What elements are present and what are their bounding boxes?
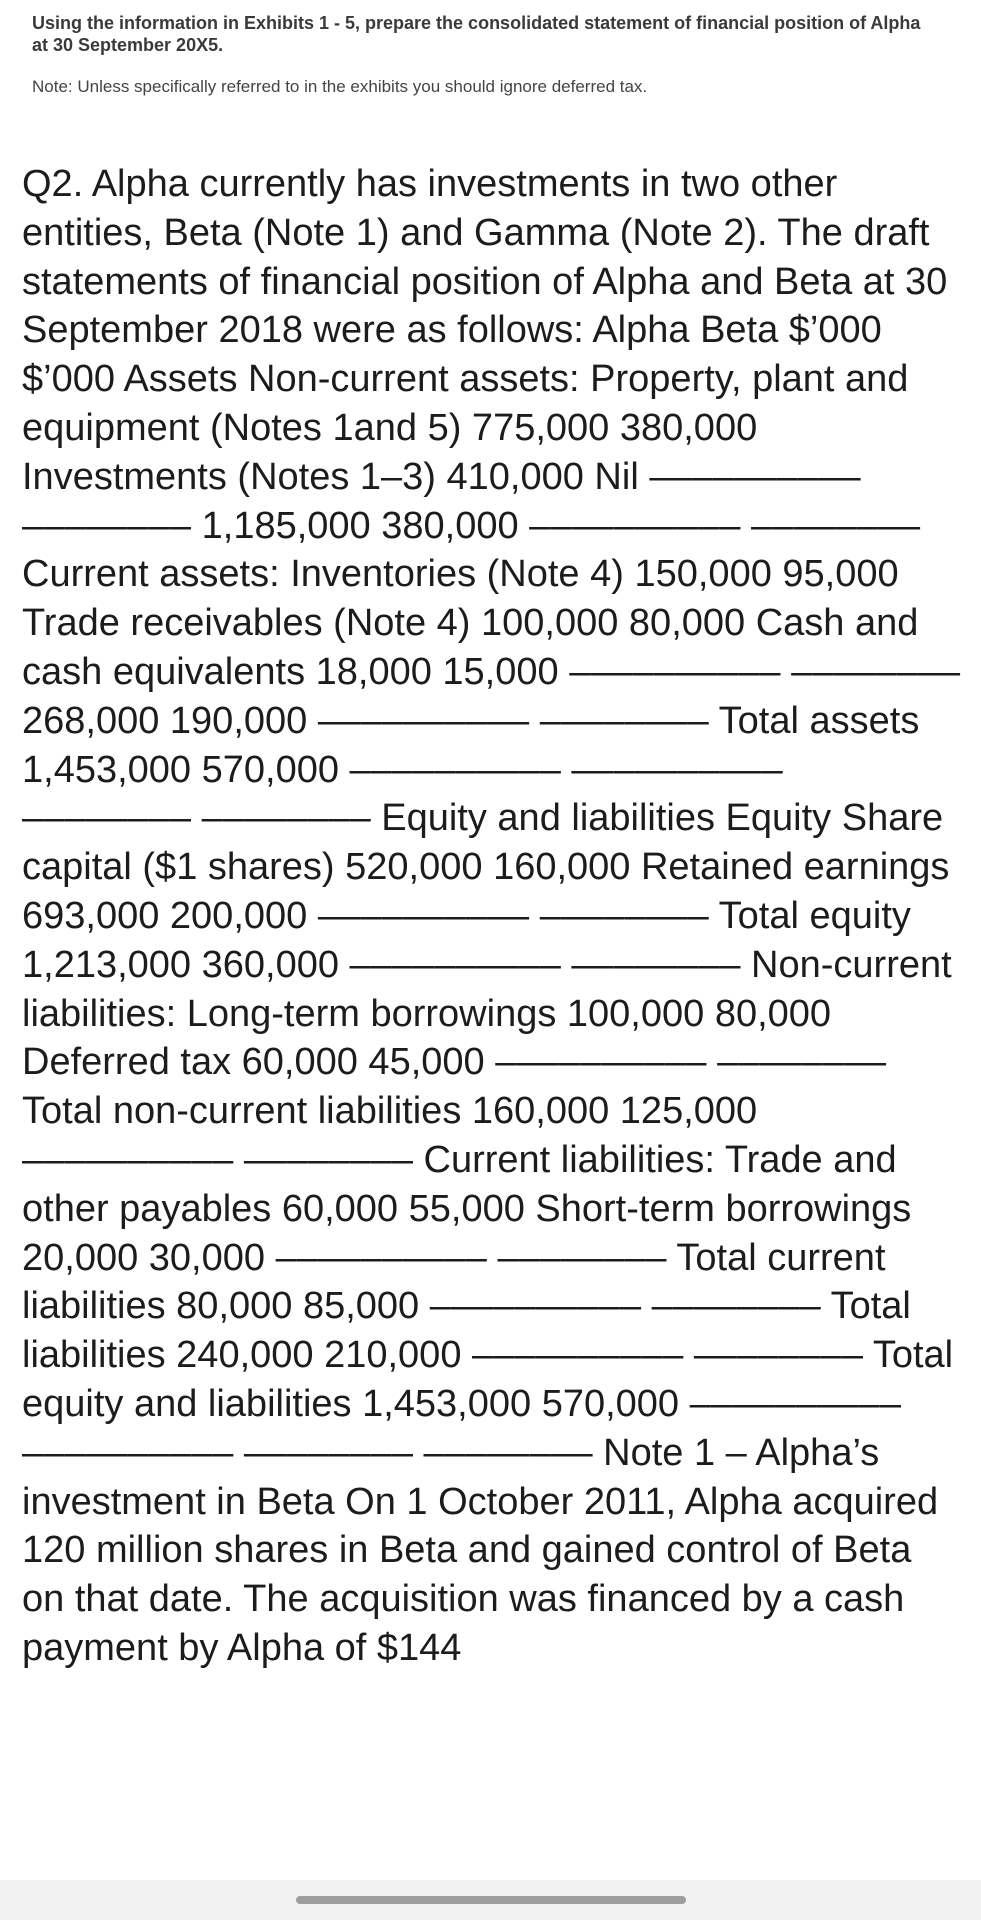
home-indicator[interactable]: [296, 1896, 686, 1904]
content-fade: [0, 1868, 981, 1880]
question-body: Q2. Alpha currently has investments in two other entities, Beta (Note 1) and Gamma (Note 2). The draft statements of financial position of Alpha and Beta at 30 September 2018 were as follows: Alpha Beta $’000 $’000 Assets Non-current assets: Property, plant and equipment (Notes 1and 5) 775,000 380,000 Investments (Notes 1–3) 410,000 Nil –––––––––– –––––––– 1,185,000 380,000 –––––––––– –––––––– Current assets: Inventories (Note 4) 150,000 95,000 Trade receivables (Note 4) 100,000 80,000 Cash and cash equivalents 18,000 15,000 –––––––––– –––––––– 268,000 190,000 –––––––––– –––––––– Total assets 1,453,000 570,000 –––––––––– –––––––––– –––––––– –––––––– Equity and liabilities Equity Share capital ($1 shares) 520,000 160,000 Retained earnings 693,000 200,000 –––––––––– –––––––– Total equity 1,213,000 360,000 –––––––––– –––––––– Non-current liabilities: Long-term borrowings 100,000 80,000 Deferred tax 60,000 45,000 –––––––––– –––––––– Total non-current liabilities 160,000 125,000 –––––––––– –––––––– Current liabilities: Trade and other payables 60,000 55,000 Short-term borrowings 20,000 30,000 –––––––––– –––––––– Total current liabilities 80,000 85,000 –––––––––– –––––––– Total liabilities 240,000 210,000 –––––––––– –––––––– Total equity and liabilities 1,453,000 570,000 –––––––––– –––––––––– –––––––– –––––––– Note 1 – Alpha’s investment in Beta On 1 October 2011, Alpha acquired 120 million shares in Beta and gained control of Beta on that date. The acquisition was financed by a cash payment by Alpha of $144: [22, 163, 961, 1669]
instruction-text: Using the information in Exhibits 1 - 5, prepare the consolidated statement of financial position of Alpha at 30 September 20X5.: [32, 13, 921, 55]
deferred-tax-note: Note: Unless specifically referred to in the exhibits you should ignore deferred tax.: [32, 77, 648, 96]
instruction-header: [32, 12, 932, 98]
